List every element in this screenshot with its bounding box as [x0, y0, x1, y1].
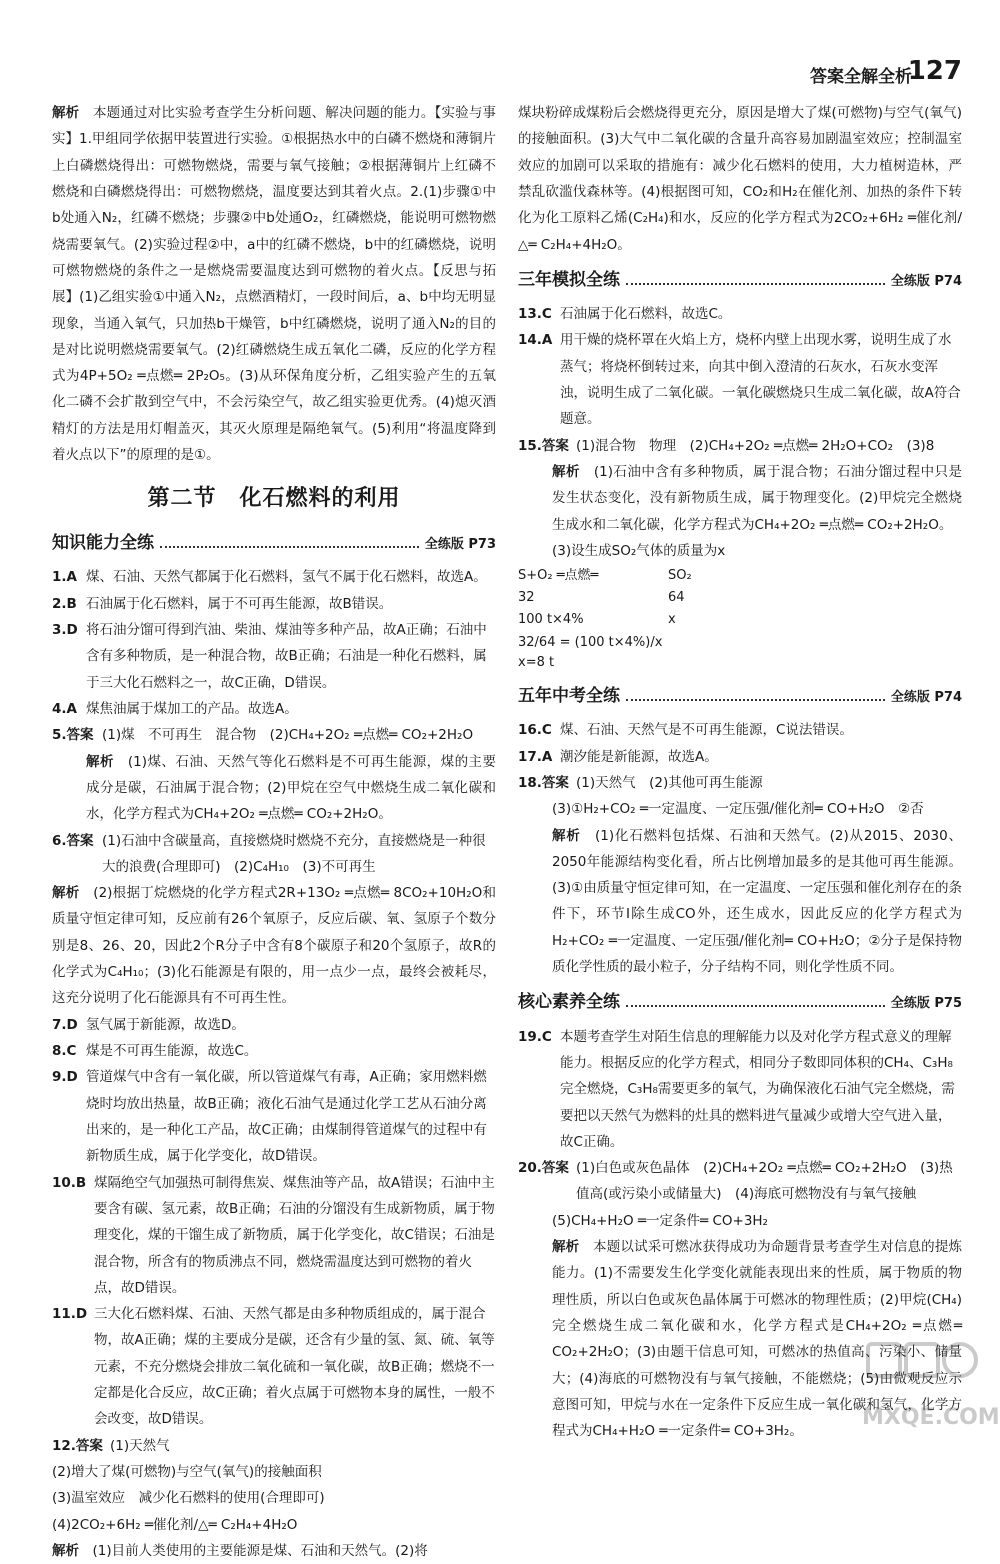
page-header-title: 答案全解全析: [810, 67, 912, 87]
answer-12-equation: (4)2CO₂+6H₂ ═催化剂/△═ C₂H₄+4H₂O: [52, 1516, 298, 1533]
answer-item: 11.D 三大化石燃料煤、石油、天然气都是由多种物质组成的，属于混合物，故A正确；煤的主要成分是碳，还含有少量的氢、氮、硫、氧等元素，不充分燃烧会排放二氧化硫和一氧化碳，故B正确；燃烧不一定都是化合反应，故C正确；着火点属于可燃物本身的属性，一般不会改变，故D错误。: [52, 1306, 495, 1428]
band-name: 五年中考全练: [518, 686, 620, 707]
band-version: 全练版 P74: [890, 690, 962, 706]
answer-item: 16.C 煤、石油、天然气是不可再生能源，C说法错误。: [518, 722, 853, 739]
answer-item: 14.A 用干燥的烧杯罩在火焰上方，烧杯内壁上出现水雾，说明生成了水蒸气；将烧杯倒转过来，向其中倒入澄清的石灰水，石灰水变浑浊，说明生成了二氧化碳。一氧化碳燃烧只生成二氧化碳，故A符合题意。: [518, 332, 961, 428]
watermark-logo: [862, 1338, 1000, 1438]
band-divider: [626, 699, 885, 701]
answer-item-15: 15.答案 (1)混合物 物理 (2)CH₄+2O₂ ═点燃═ 2H₂O+CO₂ (3)8: [518, 437, 935, 454]
analysis-20: 解析 本题以试采可燃冰获得成功为命题背景考查学生对信息的提炼能力。(1)不需要发生化学变化就能表现出来的性质，属于物质的物理性质，所以白色或灰色晶体属于可燃冰的物理性质；(2)甲烷(CH₄)完全燃烧生成二氧化碳和水，化学方程式是CH₄+2O₂ ═点燃═ CO₂+2H₂O；(3)由题干信息可知，可燃冰的热值高、污染小、储量大；(4)海底的可燃物没有与氧气接触，不能燃烧；(5)由微观反应示意图可知，甲烷与水在一定条件下反应生成一氧化碳和氢气，化学方程式为CH₄+H₂O ═一定条件═ CO+3H₂。: [552, 1239, 963, 1440]
band-version: 全练版 P75: [890, 996, 962, 1012]
band-divider: [160, 546, 419, 548]
answer-item: 4.A 煤焦油属于煤加工的产品。故选A。: [52, 700, 298, 717]
band-core: [518, 986, 962, 1019]
band-divider: [626, 283, 885, 285]
band-knowledge: [52, 527, 496, 560]
answer-item-18: 18.答案 (1)天然气 (2)其他可再生能源: [518, 774, 763, 791]
answer-item: 17.A 潮汐能是新能源，故选A。: [518, 748, 718, 765]
right-column: [518, 100, 962, 1445]
watermark-icon: [862, 1338, 982, 1408]
calc-table: [518, 566, 962, 630]
band-version: 全练版 P74: [890, 273, 962, 289]
calc-cell: 64: [668, 590, 685, 606]
band-three-year: [518, 264, 962, 297]
analysis-label: 解析: [52, 105, 80, 121]
analysis-12-continued: 煤块粉碎成煤粉后会燃烧得更充分，原因是增大了煤(可燃物)与空气(氧气)的接触面积。(3)大气中二氧化碳的含量升高容易加剧温室效应；控制温室效应的加剧可以采取的措施有：减少化石燃料的使用，大力植树造林，严禁乱砍滥伐森林等。(4)根据图可知，CO₂和H₂在催化剂、加热的条件下转化为化工原料乙烯(C₂H₄)和水，反应的化学方程式为2CO₂+6H₂ ═催化剂/△═ C₂H₄+4H₂O。: [518, 105, 962, 253]
answer-item: 3.D 将石油分馏可得到汽油、柴油、煤油等多种产品，故A正确；石油中含有多种物质，是一种混合物，故B正确；石油是一种化石燃料，属于三大化石燃料之一，故C正确，D错误。: [52, 622, 487, 691]
calc-cell: SO₂: [668, 568, 692, 584]
answer-item: 13.C 石油属于化石燃料，故选C。: [518, 306, 732, 323]
band-version: 全练版 P73: [424, 537, 496, 553]
band-five-year: [518, 680, 962, 713]
answer-item-5: 5.答案 (1)煤 不可再生 混合物 (2)CH₄+2O₂ ═点燃═ CO₂+2H₂O: [52, 727, 474, 744]
answer-item-6: 6.答案 (1)石油中含碳量高，直接燃烧时燃烧不充分，直接燃烧是一种很大的浪费(合理即可) (2)C₄H₁₀ (3)不可再生: [52, 832, 486, 875]
answer-12-line: (2)增大了煤(可燃物)与空气(氧气)的接触面积: [52, 1464, 322, 1481]
calc-cell: 100 t×4%: [518, 612, 584, 628]
answer-item: 8.C 煤是不可再生能源，故选C。: [52, 1043, 258, 1060]
page-number: 127: [907, 56, 962, 86]
band-name: 核心素养全练: [518, 992, 620, 1013]
left-column: [52, 100, 496, 1564]
analysis-18: 解析 (1)化石燃料包括煤、石油和天然气。(2)从2015、2030、2050年能源结构变化看，所占比例增加最多的是其他可再生能源。(3)①由质量守恒定律可知，在一定温度、一定压强和催化剂存在的条件下，环节Ⅰ除生成CO外，还生成水，因此反应的化学方程式为H₂+CO₂ ═一定温度、一定压强/催化剂═ CO+H₂O；②分子是保持物质化学性质的最小粒子，分子结构不同，则化学性质不同。: [552, 827, 963, 976]
answer-item: 2.B 石油属于化石燃料，属于不可再生能源，故B错误。: [52, 595, 393, 612]
answer-12-line: (3)温室效应 减少化石燃料的使用(合理即可): [52, 1490, 325, 1507]
answer-item: 1.A 煤、石油、天然气都属于化石燃料，氢气不属于化石燃料，故选A。: [52, 569, 487, 586]
answer-item: 9.D 管道煤气中含有一氧化碳，所以管道煤气有毒，A正确；家用燃料燃烧时均放出热量，故B正确；液化石油气是通过化学工艺从石油分离出来的，是一种化工产品，故C正确；由煤制得管道煤气的过程中有新物质生成，属于化学变化，故D错误。: [52, 1069, 487, 1165]
analysis-5: 解析 (1)煤、石油、天然气等化石燃料是不可再生能源，煤的主要成分是碳，石油属于混合物；(2)甲烷在空气中燃烧生成二氧化碳和水，化学方程式为CH₄+2O₂ ═点燃═ CO₂+2H₂O。: [86, 753, 497, 823]
band-name: 三年模拟全练: [518, 269, 620, 290]
analysis-15: 解析 (1)石油中含有多种物质，属于混合物；石油分馏过程中只是发生状态变化，没有新物质生成，属于物理变化。(2)甲烷完全燃烧生成水和二氧化碳，化学方程式为CH₄+2O₂ ═点燃═ CO₂+2H₂O。: [552, 463, 963, 533]
answer-18-equation: (3)①H₂+CO₂ ═一定温度、一定压强/催化剂═ CO+H₂O ②否: [552, 801, 924, 818]
answer-item-12: 12.答案 (1)天然气: [52, 1437, 170, 1454]
band-name: 知识能力全练: [52, 533, 154, 554]
calc-cell: 32: [518, 590, 535, 606]
section-title: 第二节 化石燃料的利用: [147, 486, 401, 512]
answer-item-20: 20.答案 (1)白色或灰色晶体 (2)CH₄+2O₂ ═点燃═ CO₂+2H₂O (3)热值高(或污染小或储量大) (4)海底可燃物没有与氧气接触: [518, 1160, 953, 1203]
calc-setup: (3)设生成SO₂气体的质量为x: [552, 542, 726, 559]
watermark-text: MXQE.COM: [862, 1405, 1000, 1430]
band-divider: [626, 1005, 885, 1007]
calc-ratio: 32/64 = (100 t×4%)/x: [518, 634, 663, 650]
analysis-paragraph: 解析 本题通过对比实验考查学生分析问题、解决问题的能力。【实验与事实】1.甲组同学依据甲装置进行实验。①根据热水中的白磷不燃烧和薄铜片上白磷燃烧得出：可燃物燃烧，需要与氧气接触；②根据薄铜片上红磷不燃烧和白磷燃烧得出：可燃物燃烧，温度要达到其着火点。2.(1)步骤①中b处通入N₂，红磷不燃烧；步骤②中b处通O₂，红磷燃烧，能说明可燃物燃烧需要氧气。(2)实验过程②中，a中的红磷不燃烧，b中的红磷燃烧，说明可燃物燃烧的条件之一是燃烧需要温度达到可燃物的着火点。【反思与拓展】(1)乙组实验①中通入N₂，点燃酒精灯，一段时间后，a、b中均无明显现象，当通入氧气，只加热b干燥管，b中红磷燃烧，说明了通入N₂的目的是对比说明燃烧需要氧气。(2)红磷燃烧生成五氧化二磷，反应的化学方程式为4P+5O₂ ═点燃═ 2P₂O₅。(3)从环保角度分析，乙组实验产生的五氧化二磷不会扩散到空气中，不会污染空气，故乙组实验更优秀。(4)熄灭酒精灯的方法是用灯帽盖灭，其灭火原理是隔绝氧气。(5)利用“将温度降到着火点以下”的原理的是①。: [52, 105, 497, 464]
answer-item: 7.D 氢气属于新能源，故选D。: [52, 1016, 245, 1033]
answer-item: 10.B 煤隔绝空气加强热可制得焦炭、煤焦油等产品，故A错误；石油中主要含有碳、氢元素，故B正确；石油的分馏没有生成新物质，属于物理变化，煤的干馏生成了新物质，属于化学变化，故C错误；石油是混合物，所含有的物质沸点不同，燃烧需温度达到可燃物的着火点，故D错误。: [52, 1174, 495, 1296]
answer-20-equation: (5)CH₄+H₂O ═一定条件═ CO+3H₂: [552, 1212, 768, 1229]
analysis-12: 解析 (1)目前人类使用的主要能源是煤、石油和天然气。(2)将: [52, 1542, 428, 1559]
calc-cell: x: [668, 612, 676, 628]
calc-cell: S+O₂ ═点燃═: [518, 568, 599, 584]
analysis-6: 解析 (2)根据丁烷燃烧的化学方程式2R+13O₂ ═点燃═ 8CO₂+10H₂O和质量守恒定律可知，反应前有26个氧原子，反应后碳、氧、氢原子个数分别是8、26、20，因此2个R分子中含有8个碳原子和20个氢原子，故R的化学式为C₄H₁₀；(3)化石能源是有限的，用一点少一点，最终会被耗尽，这充分说明了化石能源具有不可再生性。: [52, 885, 496, 1007]
calc-result: x=8 t: [518, 655, 555, 671]
answer-item: 19.C 本题考查学生对陌生信息的理解能力以及对化学方程式意义的理解能力。根据反应的化学方程式，相同分子数即同体积的CH₄、C₃H₈完全燃烧，C₃H₈需要更多的氧气，为确保液化石油气完全燃烧，需要把以天然气为燃料的灶具的燃料进气量减少或增大空气进入量，故C正确。: [518, 1028, 955, 1150]
